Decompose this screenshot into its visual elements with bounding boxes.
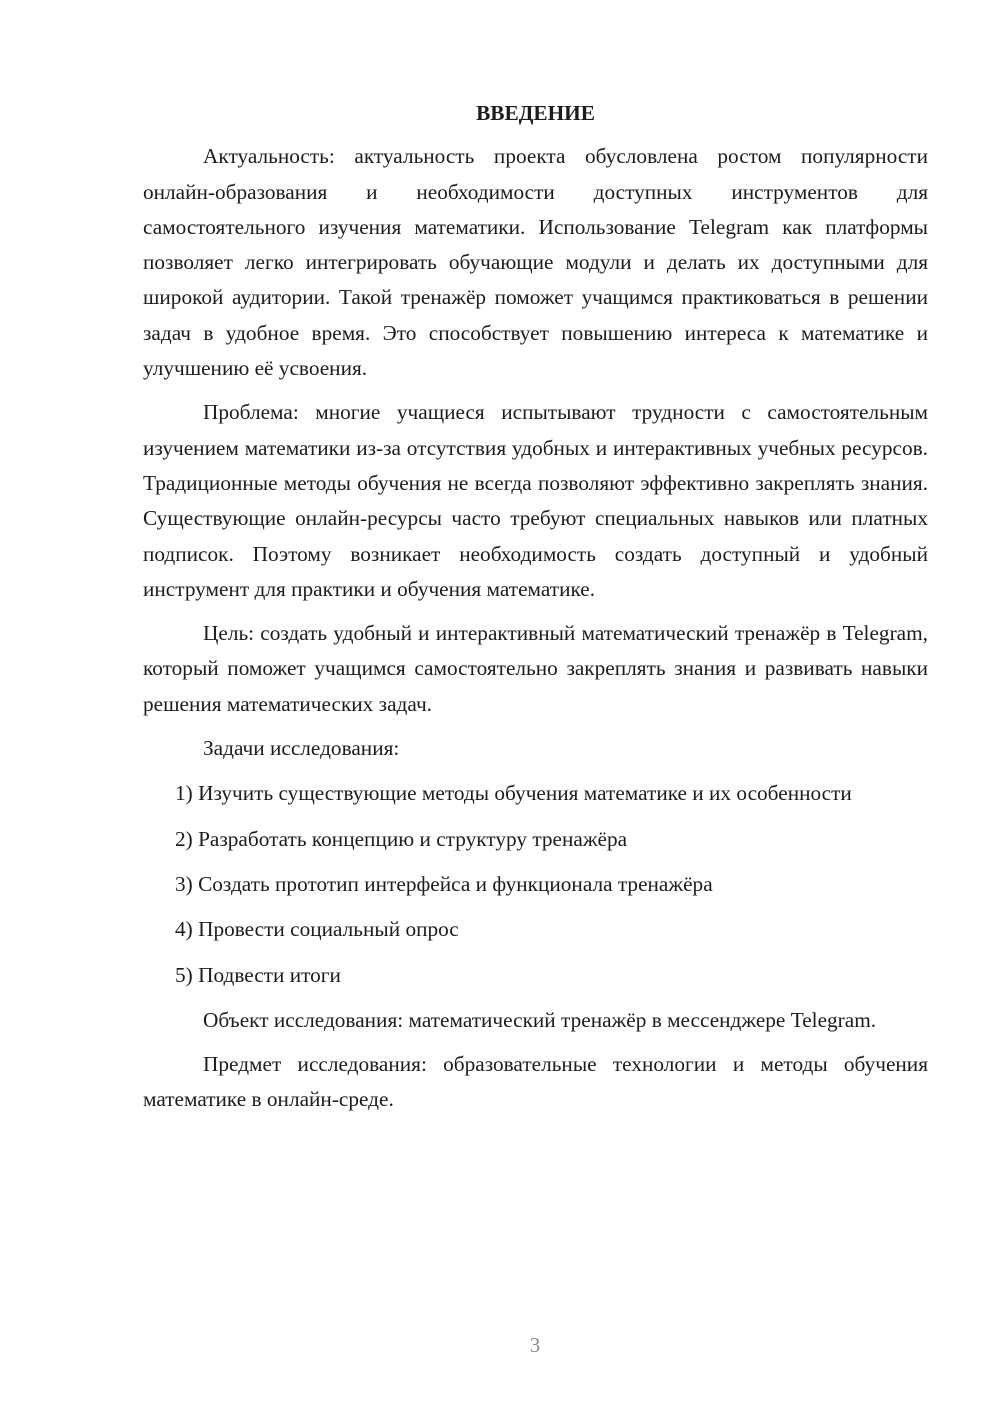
list-item: 5) Подвести итоги — [175, 962, 341, 987]
paragraph-goal: Цель: создать удобный и интерактивный математический тренажёр в Telegram, который поможет учащимся самостоятельно закреплять знания и развивать навыки решения математических задач. — [143, 621, 928, 716]
list-item: 1) Изучить существующие методы обучения математике и их особенности — [175, 781, 852, 806]
page-number: 3 — [529, 1333, 541, 1357]
section-title: ВВЕДЕНИЕ — [476, 101, 595, 125]
paragraph-object: Объект исследования: математический тренажёр в мессенджере Telegram. — [203, 1007, 877, 1032]
paragraph-problem: Проблема: многие учащиеся испытывают трудности с самостоятельным изучением математики из-за отсутствия удобных и интерактивных учебных ресурсов. Традиционные методы обучения не всегда позволяют эффективно закреплять знания. Существующие онлайн-ресурсы часто требуют специальных навыков или платных подписок. Поэтому возникает необходимость создать доступный и удобный инструмент для практики и обучения математике. — [143, 400, 928, 601]
list-item: 2) Разработать концепцию и структуру тренажёра — [175, 826, 628, 851]
document-page — [143, 96, 928, 1127]
tasks-list — [143, 776, 928, 992]
tasks-heading: Задачи исследования: — [203, 736, 400, 761]
paragraph-subject: Предмет исследования: образовательные технологии и методы обучения математике в онлайн-среде. — [143, 1052, 928, 1112]
list-item: 3) Создать прототип интерфейса и функционала тренажёра — [175, 871, 713, 896]
list-item: 4) Провести социальный опрос — [175, 917, 459, 942]
paragraph-relevance: Актуальность: актуальность проекта обусловлена ростом популярности онлайн-образования и необходимости доступных инструментов для самостоятельного изучения математики. Использование Telegram как платформы позволяет легко интегрировать обучающие модули и делать их доступными для широкой аудитории. Такой тренажёр поможет учащимся практиковаться в решении задач в удобное время. Это способствует повышению интереса к математике и улучшению её усвоения. — [143, 144, 928, 381]
